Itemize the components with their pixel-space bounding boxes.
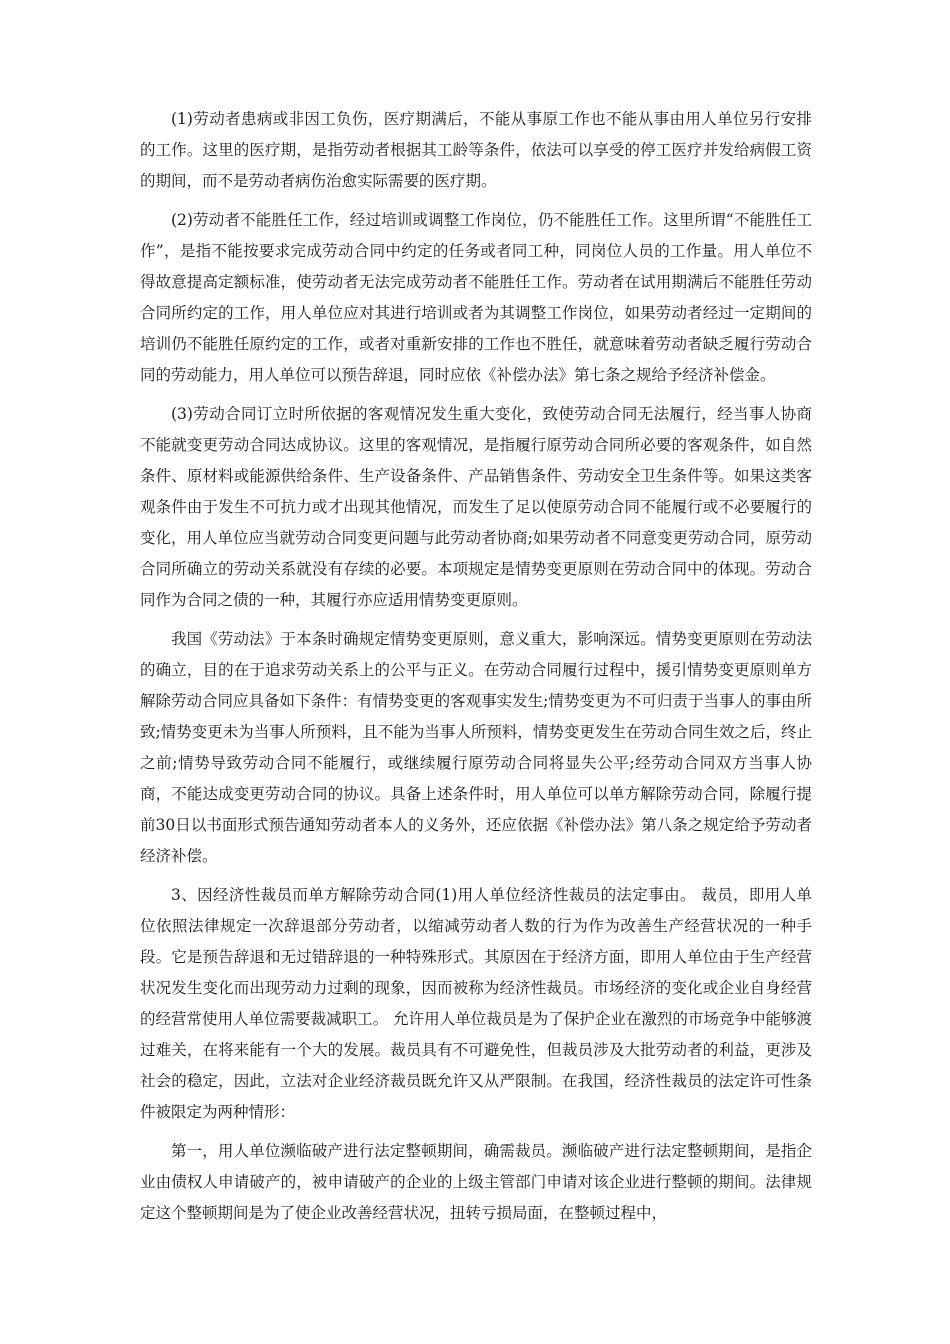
paragraph-changed-circumstances: (3)劳动合同订立时所依据的客观情况发生重大变化，致使劳动合同无法履行，经当事人协商不能就变更劳动合同达成协议。这里的客观情况，是指履行原劳动合同所必要的客观条件，如自然条件、原材料或能源供给条件、生产设备条件、产品销售条件、劳动安全卫生条件等。如果这类客观条件由于发生不可抗力或才出现其他情况，而发生了足以使原劳动合同不能履行或不必要履行的变化，用人单位应当就劳动合同变更问题与此劳动者协商;如果劳动者不同意变更劳动合同，原劳动合同所确立的劳动关系就没有存续的必要。本项规定是情势变更原则在劳动合同中的体现。劳动合同作为合同之债的一种，其履行亦应适用情势变更原则。 bbox=[140, 405, 812, 609]
paragraph-bankruptcy-rectification: 第一，用人单位濒临破产进行法定整顿期间，确需裁员。濒临破产进行法定整顿期间，是指企业由债权人申请破产的，被申请破产的企业的上级主管部门申请对该企业进行整顿的期间。法律规定这个整顿期间是为了使企业改善经营状况，扭转亏损局面，在整顿过程中， bbox=[140, 1142, 812, 1222]
paragraph-incompetence: (2)劳动者不能胜任工作，经过培训或调整工作岗位，仍不能胜任工作。这里所谓“不能胜任工作”，是指不能按要求完成劳动合同中约定的任务或者同工种，同岗位人员的工作量。用人单位不得故意提高定额标准，使劳动者无法完成劳动者不能胜任工作。劳动者在试用期满后不能胜任劳动合同所约定的工作，用人单位应对其进行培训或者为其调整工作岗位，如果劳动者经过一定期间的培训仍不能胜任原约定的工作，或者对重新安排的工作也不胜任，就意味着劳动者缺乏履行劳动合同的劳动能力，用人单位可以预告辞退，同时应依《补偿办法》第七条之规给予经济补偿金。 bbox=[140, 211, 812, 384]
document-body bbox=[140, 104, 812, 1237]
paragraph-economic-layoff: 3、因经济性裁员而单方解除劳动合同(1)用人单位经济性裁员的法定事由。 裁员，即用人单位依照法律规定一次辞退部分劳动者，以缩减劳动者人数的行为作为改善生产经营状况的一种手段。它是预告辞退和无过错辞退的一种特殊形式。其原因在于经济方面，即用人单位由于生产经营状况发生变化而出现劳动力过剩的现象，因而被称为经济性裁员。市场经济的变化或企业自身经营的经营常使用人单位需要裁减职工。 允许用人单位裁员是为了保护企业在激烈的市场竞争中能够渡过难关，在将来能有一个大的发展。裁员具有不可避免性，但裁员涉及大批劳动者的利益，更涉及社会的稳定，因此，立法对企业经济裁员既允许又从严限制。在我国，经济性裁员的法定许可性条件被限定为两种情形： bbox=[140, 886, 812, 1121]
paragraph-medical-period: (1)劳动者患病或非因工负伤，医疗期满后，不能从事原工作也不能从事由用人单位另行安排的工作。这里的医疗期，是指劳动者根据其工龄等条件，依法可以享受的停工医疗并发给病假工资的期间，而不是劳动者病伤治愈实际需要的医疗期。 bbox=[140, 110, 812, 190]
paragraph-rebus-sic-stantibus: 我国《劳动法》于本条时确规定情势变更原则，意义重大，影响深远。情势变更原则在劳动法的确立，目的在于追求劳动关系上的公平与正义。在劳动合同履行过程中，援引情势变更原则单方解除劳动合同应具备如下条件：有情势变更的客观事实发生;情势变更为不可归责于当事人的事由所致;情势变更未为当事人所预料，且不能为当事人所预料，情势变更发生在劳动合同生效之后，终止之前;情势导致劳动合同不能履行，或继续履行原劳动合同将显失公平;经劳动合同双方当事人协商，不能达成变更劳动合同的协议。具备上述条件时，用人单位可以单方解除劳动合同，除履行提前30日以书面形式预告通知劳动者本人的义务外，还应依据《补偿办法》第八条之规定给予劳动者经济补偿。 bbox=[140, 630, 812, 865]
